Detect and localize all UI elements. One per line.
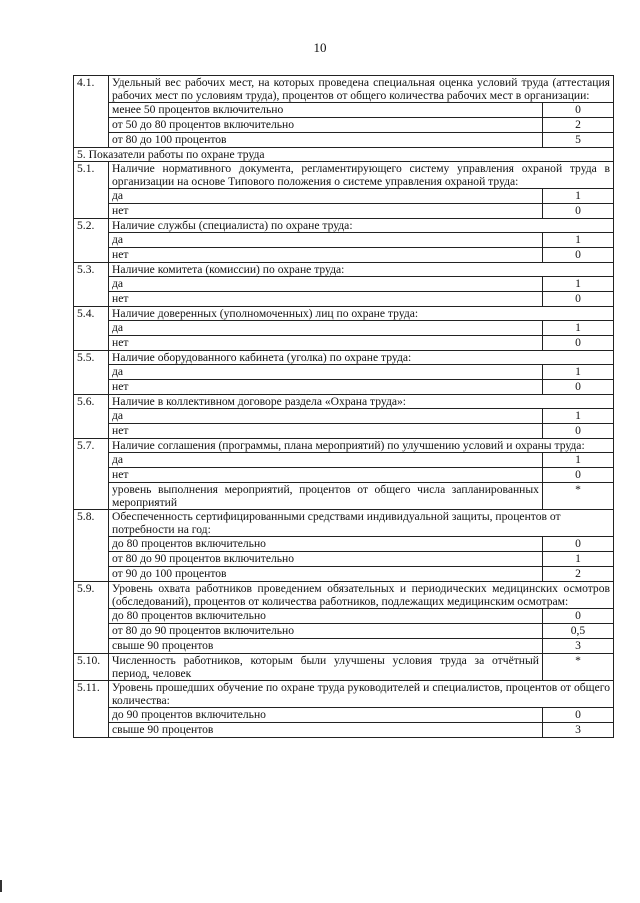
option-value: 0 [542, 537, 613, 552]
option-label: до 90 процентов включительно [109, 708, 543, 723]
option-value: 2 [542, 118, 613, 133]
option-label: до 80 процентов включительно [109, 609, 543, 624]
option-value: 0 [542, 248, 613, 263]
item-text: Численность работников, которым были улучшены условия труда за отчётный период, человек [109, 654, 543, 681]
option-row [74, 537, 614, 552]
item-header-row [74, 395, 614, 409]
item-text: Наличие службы (специалиста) по охране труда: [109, 219, 614, 233]
item-text: Уровень прошедших обучение по охране труда руководителей и специалистов, процентов от общего количества: [109, 681, 614, 708]
option-label: нет [109, 248, 543, 263]
item-number: 5.3. [74, 263, 109, 307]
criteria-table [73, 75, 614, 738]
option-row [74, 624, 614, 639]
item-number: 4.1. [74, 76, 109, 148]
option-row [74, 380, 614, 395]
option-row [74, 321, 614, 336]
option-label: от 50 до 80 процентов включительно [109, 118, 543, 133]
option-row [74, 204, 614, 219]
option-value: 1 [542, 321, 613, 336]
option-row [74, 639, 614, 654]
item-header-row [74, 510, 614, 537]
item-number: 5.2. [74, 219, 109, 263]
option-row [74, 723, 614, 738]
option-value: 1 [542, 233, 613, 248]
option-value: 0 [542, 292, 613, 307]
item-number: 5.1. [74, 162, 109, 219]
item-header-row [74, 351, 614, 365]
option-value: 0 [542, 380, 613, 395]
option-label: до 80 процентов включительно [109, 537, 543, 552]
option-row [74, 336, 614, 351]
option-row [74, 292, 614, 307]
page-number: 10 [313, 40, 327, 55]
option-label: менее 50 процентов включительно [109, 103, 543, 118]
item-header-row [74, 263, 614, 277]
item-header-row [74, 654, 614, 681]
item-number: 5.8. [74, 510, 109, 582]
option-label: уровень выполнения мероприятий, процентов от общего числа запланированных мероприятий [109, 483, 543, 510]
option-value: 1 [542, 365, 613, 380]
option-value: 0 [542, 424, 613, 439]
option-value: 1 [542, 277, 613, 292]
option-label: нет [109, 380, 543, 395]
option-label: да [109, 409, 543, 424]
option-label: свыше 90 процентов [109, 723, 543, 738]
item-text: Наличие соглашения (программы, плана мероприятий) по улучшению условий и охраны труда: [109, 439, 614, 453]
item-text: Уровень охвата работников проведением обязательных и периодических медицинских осмотров (обследований), процентов от количества работников, подлежащих медицинским осмотрам: [109, 582, 614, 609]
option-value: 1 [542, 552, 613, 567]
item-text: Наличие в коллективном договоре раздела «Охрана труда»: [109, 395, 614, 409]
option-row [74, 248, 614, 263]
option-row [74, 133, 614, 148]
item-header-row [74, 307, 614, 321]
option-row [74, 277, 614, 292]
option-label: нет [109, 204, 543, 219]
option-value: 1 [542, 409, 613, 424]
option-value: 2 [542, 567, 613, 582]
option-row [74, 552, 614, 567]
option-label: от 80 до 90 процентов включительно [109, 624, 543, 639]
option-label: нет [109, 468, 543, 483]
option-value: 0 [542, 609, 613, 624]
section-title: 5. Показатели работы по охране труда [74, 148, 614, 162]
item-header-row [74, 439, 614, 453]
option-row [74, 409, 614, 424]
section-title-row [74, 148, 614, 162]
option-value: 5 [542, 133, 613, 148]
option-label: от 80 до 100 процентов [109, 133, 543, 148]
option-row [74, 424, 614, 439]
scan-edge-mark [0, 880, 2, 892]
option-row [74, 103, 614, 118]
option-value: 0 [542, 468, 613, 483]
option-label: да [109, 233, 543, 248]
option-label: нет [109, 336, 543, 351]
option-label: от 80 до 90 процентов включительно [109, 552, 543, 567]
option-value: 0 [542, 103, 613, 118]
item-text: Удельный вес рабочих мест, на которых проведена специальная оценка условий труда (аттестация рабочих мест по условиям труда), процентов от общего количества рабочих мест в организации: [109, 76, 614, 103]
item-header-row [74, 582, 614, 609]
option-value: * [542, 483, 613, 510]
item-header-row [74, 219, 614, 233]
option-row [74, 468, 614, 483]
option-row [74, 118, 614, 133]
option-label: да [109, 321, 543, 336]
item-number: 5.9. [74, 582, 109, 654]
item-header-row [74, 681, 614, 708]
item-number: 5.4. [74, 307, 109, 351]
option-label: нет [109, 424, 543, 439]
item-text: Наличие доверенных (уполномоченных) лиц по охране труда: [109, 307, 614, 321]
option-row [74, 708, 614, 723]
option-label: да [109, 277, 543, 292]
item-number: 5.5. [74, 351, 109, 395]
item-text: Наличие комитета (комиссии) по охране труда: [109, 263, 614, 277]
option-label: от 90 до 100 процентов [109, 567, 543, 582]
option-row [74, 233, 614, 248]
item-number: 5.10. [74, 654, 109, 681]
option-row [74, 609, 614, 624]
item-number: 5.11. [74, 681, 109, 738]
item-text: Наличие нормативного документа, регламентирующего систему управления охраной труда в организации на основе Типового положения о системе управления охраной труда: [109, 162, 614, 189]
option-value: 3 [542, 723, 613, 738]
item-header-row [74, 162, 614, 189]
option-row [74, 365, 614, 380]
option-label: да [109, 453, 543, 468]
option-value: 0 [542, 204, 613, 219]
item-number: 5.6. [74, 395, 109, 439]
option-label: да [109, 365, 543, 380]
option-value: 0,5 [542, 624, 613, 639]
item-text: Наличие оборудованного кабинета (уголка) по охране труда: [109, 351, 614, 365]
item-number: 5.7. [74, 439, 109, 510]
option-value: * [542, 654, 613, 681]
option-row [74, 189, 614, 204]
item-text: Обеспеченность сертифицированными средствами индивидуальной защиты, процентов от потребности на год: [109, 510, 614, 537]
option-label: свыше 90 процентов [109, 639, 543, 654]
option-value: 0 [542, 708, 613, 723]
option-value: 1 [542, 453, 613, 468]
option-value: 0 [542, 336, 613, 351]
option-value: 1 [542, 189, 613, 204]
option-value: 3 [542, 639, 613, 654]
option-row [74, 453, 614, 468]
option-label: нет [109, 292, 543, 307]
item-header-row [74, 76, 614, 103]
option-row [74, 483, 614, 510]
option-row [74, 567, 614, 582]
option-label: да [109, 189, 543, 204]
